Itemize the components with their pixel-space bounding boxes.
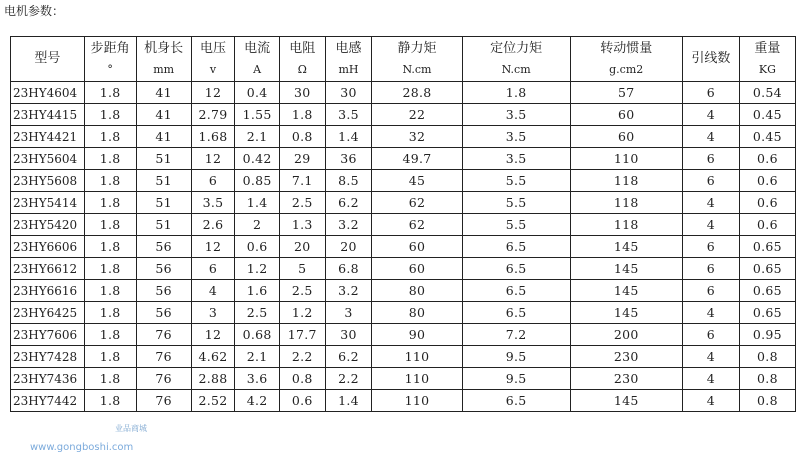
table-cell: 1.8 bbox=[84, 82, 136, 104]
table-cell: 30 bbox=[325, 82, 372, 104]
table-cell: 2.1 bbox=[235, 346, 280, 368]
table-cell: 3.5 bbox=[325, 104, 372, 126]
table-cell: 0.95 bbox=[739, 324, 795, 346]
table-cell: 6.5 bbox=[462, 280, 570, 302]
column-header-name: 型号 bbox=[34, 51, 61, 66]
table-cell: 6.2 bbox=[325, 192, 372, 214]
model-cell: 23HY4604 bbox=[11, 82, 85, 104]
table-cell: 2.6 bbox=[191, 214, 235, 236]
table-cell: 1.8 bbox=[84, 214, 136, 236]
table-cell: 0.4 bbox=[235, 82, 280, 104]
table-cell: 1.4 bbox=[235, 192, 280, 214]
column-header-name: 电压 bbox=[199, 41, 226, 56]
column-header bbox=[682, 37, 739, 82]
column-header bbox=[739, 37, 795, 82]
table-row bbox=[11, 390, 796, 412]
table-cell: 76 bbox=[136, 390, 191, 412]
table-cell: 12 bbox=[191, 236, 235, 258]
column-header-name: 静力矩 bbox=[397, 41, 437, 56]
model-cell: 23HY5608 bbox=[11, 170, 85, 192]
column-header-unit: A bbox=[253, 63, 262, 76]
table-cell: 12 bbox=[191, 324, 235, 346]
table-cell: 1.8 bbox=[84, 236, 136, 258]
column-header-name: 引线数 bbox=[691, 51, 731, 66]
column-header bbox=[570, 37, 682, 82]
table-cell: 76 bbox=[136, 368, 191, 390]
table-cell: 6 bbox=[682, 324, 739, 346]
table-cell: 6.5 bbox=[462, 302, 570, 324]
table-cell: 0.8 bbox=[739, 390, 795, 412]
table-cell: 5 bbox=[279, 258, 325, 280]
table-cell: 1.2 bbox=[279, 302, 325, 324]
table-cell: 0.42 bbox=[235, 148, 280, 170]
table-cell: 20 bbox=[279, 236, 325, 258]
table-cell: 1.8 bbox=[84, 390, 136, 412]
table-cell: 1.4 bbox=[325, 390, 372, 412]
column-header-unit: mH bbox=[338, 63, 359, 76]
table-cell: 7.1 bbox=[279, 170, 325, 192]
model-cell: 23HY5420 bbox=[11, 214, 85, 236]
table-cell: 2.5 bbox=[235, 302, 280, 324]
table-row bbox=[11, 126, 796, 148]
watermark-sub: 业品商城 bbox=[115, 424, 147, 433]
table-cell: 29 bbox=[279, 148, 325, 170]
table-cell: 5.5 bbox=[462, 192, 570, 214]
section-heading: 电机参数： bbox=[4, 4, 65, 18]
column-header-name: 转动惯量 bbox=[600, 41, 653, 56]
model-cell: 23HY6425 bbox=[11, 302, 85, 324]
table-cell: 36 bbox=[325, 148, 372, 170]
table-row bbox=[11, 280, 796, 302]
table-cell: 1.8 bbox=[84, 104, 136, 126]
table-cell: 0.8 bbox=[279, 126, 325, 148]
table-cell: 28.8 bbox=[372, 82, 462, 104]
column-header-unit: KG bbox=[758, 63, 776, 76]
table-cell: 62 bbox=[372, 192, 462, 214]
column-header bbox=[235, 37, 280, 82]
table-cell: 3.2 bbox=[325, 214, 372, 236]
table-cell: 1.8 bbox=[84, 368, 136, 390]
model-cell: 23HY7428 bbox=[11, 346, 85, 368]
column-header-name: 电感 bbox=[335, 41, 362, 56]
table-cell: 230 bbox=[570, 368, 682, 390]
table-cell: 3.2 bbox=[325, 280, 372, 302]
model-cell: 23HY6606 bbox=[11, 236, 85, 258]
table-cell: 1.8 bbox=[84, 170, 136, 192]
table-cell: 41 bbox=[136, 104, 191, 126]
table-cell: 6.2 bbox=[325, 346, 372, 368]
table-cell: 4 bbox=[682, 368, 739, 390]
table-cell: 51 bbox=[136, 170, 191, 192]
table-cell: 0.45 bbox=[739, 126, 795, 148]
column-header-name: 电阻 bbox=[289, 41, 316, 56]
table-cell: 4 bbox=[682, 346, 739, 368]
table-cell: 145 bbox=[570, 302, 682, 324]
table-cell: 49.7 bbox=[372, 148, 462, 170]
model-cell: 23HY5414 bbox=[11, 192, 85, 214]
motor-parameter-table bbox=[10, 36, 796, 412]
table-header-row bbox=[11, 37, 796, 82]
table-cell: 17.7 bbox=[279, 324, 325, 346]
table-cell: 6 bbox=[191, 258, 235, 280]
table-cell: 2.88 bbox=[191, 368, 235, 390]
column-header-name: 机身长 bbox=[144, 41, 184, 56]
table-row bbox=[11, 104, 796, 126]
table-cell: 51 bbox=[136, 214, 191, 236]
table-row bbox=[11, 192, 796, 214]
column-header-unit: mm bbox=[153, 63, 175, 76]
table-row bbox=[11, 324, 796, 346]
table-cell: 0.65 bbox=[739, 302, 795, 324]
column-header-unit: ° bbox=[107, 63, 113, 76]
table-cell: 9.5 bbox=[462, 368, 570, 390]
table-cell: 1.8 bbox=[84, 126, 136, 148]
table-cell: 3.5 bbox=[462, 148, 570, 170]
table-cell: 6 bbox=[682, 280, 739, 302]
table-cell: 6.5 bbox=[462, 390, 570, 412]
table-cell: 56 bbox=[136, 280, 191, 302]
column-header-unit: N.cm bbox=[402, 63, 432, 76]
table-cell: 2.52 bbox=[191, 390, 235, 412]
table-cell: 60 bbox=[570, 104, 682, 126]
table-cell: 4 bbox=[682, 302, 739, 324]
model-cell: 23HY6612 bbox=[11, 258, 85, 280]
table-cell: 30 bbox=[325, 324, 372, 346]
table-cell: 0.68 bbox=[235, 324, 280, 346]
table-cell: 4 bbox=[191, 280, 235, 302]
column-header-name: 重量 bbox=[754, 41, 781, 56]
table-cell: 62 bbox=[372, 214, 462, 236]
table-row bbox=[11, 346, 796, 368]
table-cell: 7.2 bbox=[462, 324, 570, 346]
table-row bbox=[11, 302, 796, 324]
table-cell: 12 bbox=[191, 82, 235, 104]
table-cell: 1.8 bbox=[84, 148, 136, 170]
table-cell: 1.6 bbox=[235, 280, 280, 302]
table-cell: 3 bbox=[325, 302, 372, 324]
table-cell: 145 bbox=[570, 390, 682, 412]
table-cell: 9.5 bbox=[462, 346, 570, 368]
column-header-name: 定位力矩 bbox=[490, 41, 543, 56]
model-cell: 23HY7442 bbox=[11, 390, 85, 412]
table-cell: 76 bbox=[136, 346, 191, 368]
table-cell: 0.8 bbox=[279, 368, 325, 390]
table-cell: 20 bbox=[325, 236, 372, 258]
column-header-name: 电流 bbox=[244, 41, 271, 56]
table-cell: 4 bbox=[682, 192, 739, 214]
table-cell: 110 bbox=[372, 368, 462, 390]
table-cell: 1.8 bbox=[279, 104, 325, 126]
table-cell: 110 bbox=[372, 346, 462, 368]
table-cell: 32 bbox=[372, 126, 462, 148]
table-cell: 4 bbox=[682, 214, 739, 236]
table-cell: 41 bbox=[136, 126, 191, 148]
table-cell: 1.55 bbox=[235, 104, 280, 126]
column-header bbox=[279, 37, 325, 82]
table-cell: 0.6 bbox=[739, 170, 795, 192]
table-row bbox=[11, 368, 796, 390]
watermark-url: www.gongboshi.com bbox=[30, 442, 134, 453]
table-cell: 3.5 bbox=[462, 126, 570, 148]
table-cell: 1.68 bbox=[191, 126, 235, 148]
column-header-unit: Ω bbox=[297, 63, 307, 76]
column-header bbox=[372, 37, 462, 82]
column-header-unit: v bbox=[209, 63, 217, 76]
table-cell: 0.65 bbox=[739, 280, 795, 302]
table-cell: 2.2 bbox=[279, 346, 325, 368]
table-cell: 56 bbox=[136, 258, 191, 280]
table-cell: 2.79 bbox=[191, 104, 235, 126]
table-cell: 0.65 bbox=[739, 236, 795, 258]
table-cell: 6 bbox=[682, 82, 739, 104]
table-cell: 30 bbox=[279, 82, 325, 104]
table-cell: 80 bbox=[372, 280, 462, 302]
table-cell: 76 bbox=[136, 324, 191, 346]
column-header-unit: N.cm bbox=[501, 63, 531, 76]
table-cell: 1.8 bbox=[462, 82, 570, 104]
table-cell: 0.85 bbox=[235, 170, 280, 192]
model-cell: 23HY6616 bbox=[11, 280, 85, 302]
table-cell: 3.5 bbox=[462, 104, 570, 126]
table-cell: 1.3 bbox=[279, 214, 325, 236]
table-cell: 1.2 bbox=[235, 258, 280, 280]
table-cell: 90 bbox=[372, 324, 462, 346]
table-cell: 60 bbox=[372, 236, 462, 258]
table-cell: 3.5 bbox=[191, 192, 235, 214]
table-cell: 56 bbox=[136, 302, 191, 324]
table-cell: 2 bbox=[235, 214, 280, 236]
table-cell: 4 bbox=[682, 126, 739, 148]
model-cell: 23HY4415 bbox=[11, 104, 85, 126]
table-cell: 22 bbox=[372, 104, 462, 126]
table-cell: 1.8 bbox=[84, 346, 136, 368]
table-cell: 57 bbox=[570, 82, 682, 104]
column-header-name: 步距角 bbox=[90, 41, 130, 56]
table-cell: 41 bbox=[136, 82, 191, 104]
table-cell: 4.62 bbox=[191, 346, 235, 368]
table-cell: 0.6 bbox=[279, 390, 325, 412]
column-header bbox=[462, 37, 570, 82]
table-cell: 5.5 bbox=[462, 214, 570, 236]
table-cell: 2.1 bbox=[235, 126, 280, 148]
column-header bbox=[11, 37, 85, 82]
table-cell: 45 bbox=[372, 170, 462, 192]
watermark bbox=[30, 424, 160, 466]
table-cell: 6 bbox=[191, 170, 235, 192]
table-cell: 2.5 bbox=[279, 280, 325, 302]
table-cell: 5.5 bbox=[462, 170, 570, 192]
table-row bbox=[11, 236, 796, 258]
table-cell: 8.5 bbox=[325, 170, 372, 192]
table-row bbox=[11, 258, 796, 280]
table-cell: 0.6 bbox=[739, 192, 795, 214]
table-cell: 145 bbox=[570, 258, 682, 280]
model-cell: 23HY7436 bbox=[11, 368, 85, 390]
table-cell: 0.6 bbox=[739, 214, 795, 236]
table-row bbox=[11, 148, 796, 170]
table-cell: 0.8 bbox=[739, 368, 795, 390]
table-cell: 1.8 bbox=[84, 280, 136, 302]
table-cell: 56 bbox=[136, 236, 191, 258]
model-cell: 23HY4421 bbox=[11, 126, 85, 148]
table-cell: 6 bbox=[682, 258, 739, 280]
table-cell: 1.4 bbox=[325, 126, 372, 148]
table-cell: 200 bbox=[570, 324, 682, 346]
table-cell: 110 bbox=[570, 148, 682, 170]
column-header-unit: g.cm2 bbox=[609, 63, 644, 76]
column-header bbox=[325, 37, 372, 82]
table-cell: 4.2 bbox=[235, 390, 280, 412]
table-cell: 0.6 bbox=[739, 148, 795, 170]
table-cell: 51 bbox=[136, 148, 191, 170]
table-cell: 110 bbox=[372, 390, 462, 412]
table-cell: 1.8 bbox=[84, 192, 136, 214]
table-cell: 230 bbox=[570, 346, 682, 368]
column-header bbox=[136, 37, 191, 82]
table-cell: 60 bbox=[570, 126, 682, 148]
table-cell: 3.6 bbox=[235, 368, 280, 390]
column-header bbox=[191, 37, 235, 82]
table-cell: 60 bbox=[372, 258, 462, 280]
table-cell: 2.5 bbox=[279, 192, 325, 214]
table-row bbox=[11, 214, 796, 236]
table-cell: 145 bbox=[570, 280, 682, 302]
table-cell: 0.45 bbox=[739, 104, 795, 126]
table-cell: 1.8 bbox=[84, 258, 136, 280]
table-cell: 145 bbox=[570, 236, 682, 258]
table-cell: 2.2 bbox=[325, 368, 372, 390]
table-cell: 1.8 bbox=[84, 324, 136, 346]
table-row bbox=[11, 170, 796, 192]
model-cell: 23HY7606 bbox=[11, 324, 85, 346]
table-cell: 51 bbox=[136, 192, 191, 214]
table-row bbox=[11, 82, 796, 104]
table-cell: 1.8 bbox=[84, 302, 136, 324]
table-cell: 4 bbox=[682, 104, 739, 126]
table-cell: 0.54 bbox=[739, 82, 795, 104]
table-cell: 6.5 bbox=[462, 258, 570, 280]
table-cell: 0.65 bbox=[739, 258, 795, 280]
table-cell: 6.8 bbox=[325, 258, 372, 280]
table-cell: 6 bbox=[682, 170, 739, 192]
table-cell: 118 bbox=[570, 192, 682, 214]
table-cell: 0.6 bbox=[235, 236, 280, 258]
model-cell: 23HY5604 bbox=[11, 148, 85, 170]
table-cell: 118 bbox=[570, 170, 682, 192]
column-header bbox=[84, 37, 136, 82]
table-cell: 6 bbox=[682, 148, 739, 170]
table-body bbox=[11, 82, 796, 412]
table-cell: 6.5 bbox=[462, 236, 570, 258]
table-cell: 3 bbox=[191, 302, 235, 324]
table-cell: 6 bbox=[682, 236, 739, 258]
table-cell: 0.8 bbox=[739, 346, 795, 368]
table-cell: 80 bbox=[372, 302, 462, 324]
table-cell: 4 bbox=[682, 390, 739, 412]
table-cell: 118 bbox=[570, 214, 682, 236]
table-cell: 12 bbox=[191, 148, 235, 170]
